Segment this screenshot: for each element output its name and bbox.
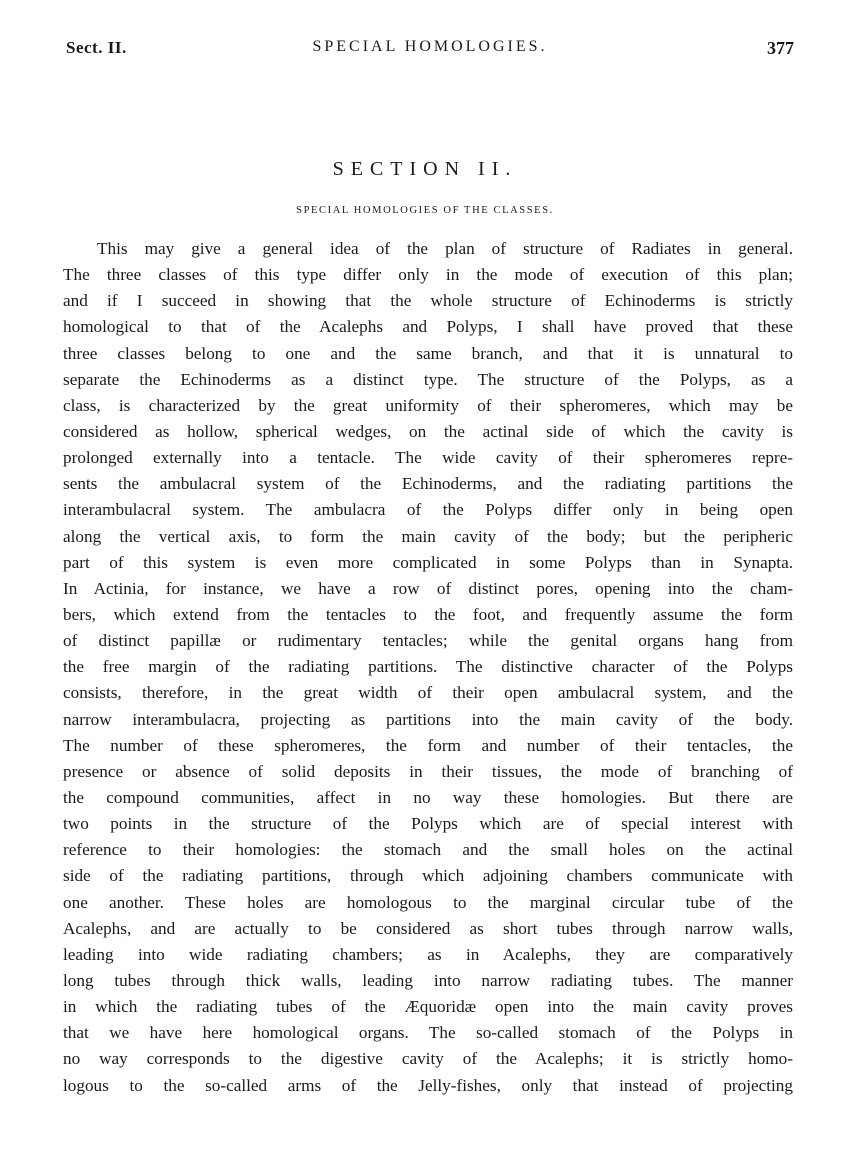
text-line: In Actinia, for instance, we have a row of distinct pores, opening into the cham- [63,578,793,598]
text-line: sents the ambulacral system of the Echinoderms, and the radiating partitions the [63,474,793,494]
text-line: Acalephs, and are actually to be considered as short tubes through narrow walls, [63,918,793,938]
text-line: and if I succeed in showing that the whole structure of Echinoderms is strictly [63,291,793,311]
text-line: that we have here homological organs. The so-called stomach of the Polyps in [63,1023,793,1043]
text-line: three classes belong to one and the same branch, and that it is unnatural to [63,343,793,363]
text-line: homological to that of the Acalephs and Polyps, I shall have proved that these [63,317,793,337]
text-line: two points in the structure of the Polyps which are of special interest with [63,814,793,834]
text-line: reference to their homologies: the stomach and the small holes on the actinal [63,840,793,860]
page-number: 377 [767,38,794,58]
text-line: long tubes through thick walls, leading into narrow radiating tubes. The manner [63,970,793,990]
text-line: presence or absence of solid deposits in their tissues, the mode of branching of [63,761,793,781]
text-line: the free margin of the radiating partitions. The distinctive character of the Polyps [63,657,793,677]
text-line: consists, therefore, in the great width of their open ambulacral system, and the [63,683,793,703]
running-head-title: SPECIAL HOMOLOGIES. [312,38,548,55]
text-line: class, is characterized by the great uniformity of their spheromeres, which may be [63,395,793,415]
text-line: side of the radiating partitions, through which adjoining chambers communicate with [63,866,793,886]
section-subtitle: SPECIAL HOMOLOGIES OF THE CLASSES. [296,205,554,216]
text-line: in which the radiating tubes of the Æquoridæ open into the main cavity proves [63,997,793,1017]
text-line: The number of these spheromeres, the form and number of their tentacles, the [63,735,793,755]
text-line: the compound communities, affect in no way these homologies. But there are [63,787,793,807]
text-line: This may give a general idea of the plan of structure of Radiates in general. [97,239,793,258]
text-line: one another. These holes are homologous to the marginal circular tube of the [63,892,793,912]
text-line: along the vertical axis, to form the main cavity of the body; but the peripheric [63,526,793,546]
running-head [66,38,794,64]
text-line: The three classes of this type differ only in the mode of execution of this plan; [63,265,793,285]
text-line: prolonged externally into a tentacle. The wide cavity of their spheromeres repre- [63,448,793,468]
text-line: bers, which extend from the tentacles to the foot, and frequently assume the form [63,604,793,624]
text-line: narrow interambulacra, projecting as partitions into the main cavity of the body. [63,709,793,729]
text-line: part of this system is even more complicated in some Polyps than in Synapta. [63,552,793,572]
text-line: of distinct papillæ or rudimentary tentacles; while the genital organs hang from [63,631,793,651]
running-head-section: Sect. II. [66,38,127,57]
text-line: considered as hollow, spherical wedges, on the actinal side of which the cavity is [63,421,793,441]
text-line: interambulacral system. The ambulacra of the Polyps differ only in being open [63,500,793,520]
text-line: no way corresponds to the digestive cavity of the Acalephs; it is strictly homo- [63,1049,793,1069]
text-line: separate the Echinoderms as a distinct type. The structure of the Polyps, as a [63,369,793,389]
text-line: logous to the so-called arms of the Jelly-fishes, only that instead of projecting [63,1075,793,1095]
text-line: leading into wide radiating chambers; as in Acalephs, they are comparatively [63,944,793,964]
section-title: SECTION II. [332,158,518,180]
body-paragraph [63,236,793,1099]
